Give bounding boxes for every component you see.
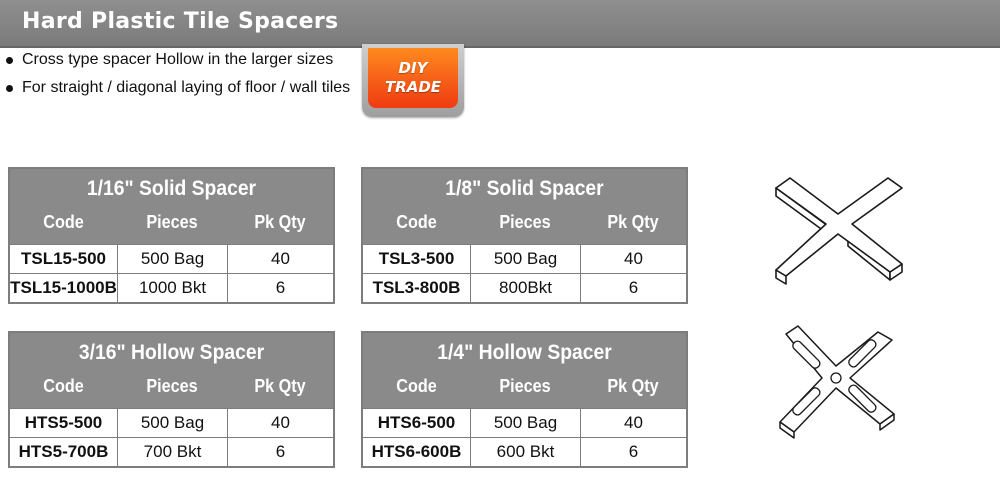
badge-line-1: DIY: [398, 59, 428, 77]
cell-pieces: 600 Bkt: [470, 438, 580, 466]
cell-pk-qty: 6: [580, 274, 686, 302]
cell-pieces: 500 Bag: [470, 245, 580, 273]
column-headers: [10, 207, 333, 244]
spec-table-solid-1-8: [361, 167, 688, 304]
column-header-code: Code: [43, 376, 84, 396]
column-header-pieces: Pieces: [499, 376, 551, 396]
table-row: [363, 408, 686, 437]
feature-item: [6, 50, 351, 69]
cell-pk-qty: 40: [580, 245, 686, 273]
column-header-pk-qty: Pk Qty: [607, 212, 659, 232]
spec-table-hollow-1-4: [361, 331, 688, 468]
cell-pk-qty: 40: [580, 409, 686, 437]
feature-text: For straight / diagonal laying of floor / wall tiles: [22, 79, 351, 96]
table-row: [10, 437, 333, 466]
cell-pk-qty: 6: [227, 274, 333, 302]
column-header-pk-qty: Pk Qty: [254, 212, 306, 232]
table-row: [10, 244, 333, 273]
badge-face: [368, 48, 458, 108]
feature-list: [6, 50, 351, 106]
column-header-pieces: Pieces: [146, 376, 198, 396]
spec-table-solid-1-16: [8, 167, 335, 304]
cell-code: HTS6-600B: [371, 442, 462, 461]
table-header: [363, 333, 686, 408]
table-title: 1/8" Solid Spacer: [445, 177, 604, 200]
hollow-cross-spacer-icon: [758, 322, 918, 452]
table-title: 1/16" Solid Spacer: [86, 177, 257, 200]
column-header-code: Code: [43, 212, 84, 232]
column-headers: [363, 371, 686, 408]
column-header-code: Code: [396, 376, 437, 396]
cell-code: TSL15-500: [20, 249, 107, 268]
cell-code: TSL15-1000B: [10, 278, 117, 297]
page-title: Hard Plastic Tile Spacers: [22, 9, 339, 34]
column-headers: [363, 207, 686, 244]
column-header-pk-qty: Pk Qty: [607, 376, 659, 396]
cell-pk-qty: 40: [227, 409, 333, 437]
solid-cross-spacer-icon: [770, 158, 910, 288]
cell-pieces: 800Bkt: [470, 274, 580, 302]
column-header-pieces: Pieces: [146, 212, 198, 232]
title-bar: [0, 0, 1000, 48]
table-header: [363, 169, 686, 244]
cell-code: HTS5-700B: [18, 442, 109, 461]
spec-table-hollow-3-16: [8, 331, 335, 468]
bullet-icon: [6, 57, 13, 64]
table-title: 3/16" Hollow Spacer: [78, 341, 265, 364]
column-header-code: Code: [396, 212, 437, 232]
column-header-pieces: Pieces: [499, 212, 551, 232]
feature-item: [6, 78, 351, 97]
table-row: [10, 408, 333, 437]
table-header: [10, 169, 333, 244]
cell-code: TSL3-800B: [372, 278, 461, 297]
cell-pieces: 700 Bkt: [117, 438, 227, 466]
diy-trade-badge: [362, 44, 464, 117]
cell-pk-qty: 6: [227, 438, 333, 466]
column-header-pk-qty: Pk Qty: [254, 376, 306, 396]
cell-pieces: 1000 Bkt: [117, 274, 227, 302]
cell-pk-qty: 40: [227, 245, 333, 273]
cell-pieces: 500 Bag: [470, 409, 580, 437]
table-row: [10, 273, 333, 302]
feature-text: Cross type spacer Hollow in the larger sizes: [22, 51, 334, 68]
table-header: [10, 333, 333, 408]
bullet-icon: [6, 85, 13, 92]
table-title: 1/4" Hollow Spacer: [437, 341, 612, 364]
badge-line-2: TRADE: [384, 78, 442, 96]
cell-code: HTS5-500: [24, 413, 103, 432]
column-headers: [10, 371, 333, 408]
cell-pieces: 500 Bag: [117, 245, 227, 273]
table-row: [363, 437, 686, 466]
cell-code: TSL3-500: [378, 249, 455, 268]
cell-pk-qty: 6: [580, 438, 686, 466]
table-row: [363, 273, 686, 302]
cell-pieces: 500 Bag: [117, 409, 227, 437]
table-row: [363, 244, 686, 273]
cell-code: HTS6-500: [377, 413, 456, 432]
